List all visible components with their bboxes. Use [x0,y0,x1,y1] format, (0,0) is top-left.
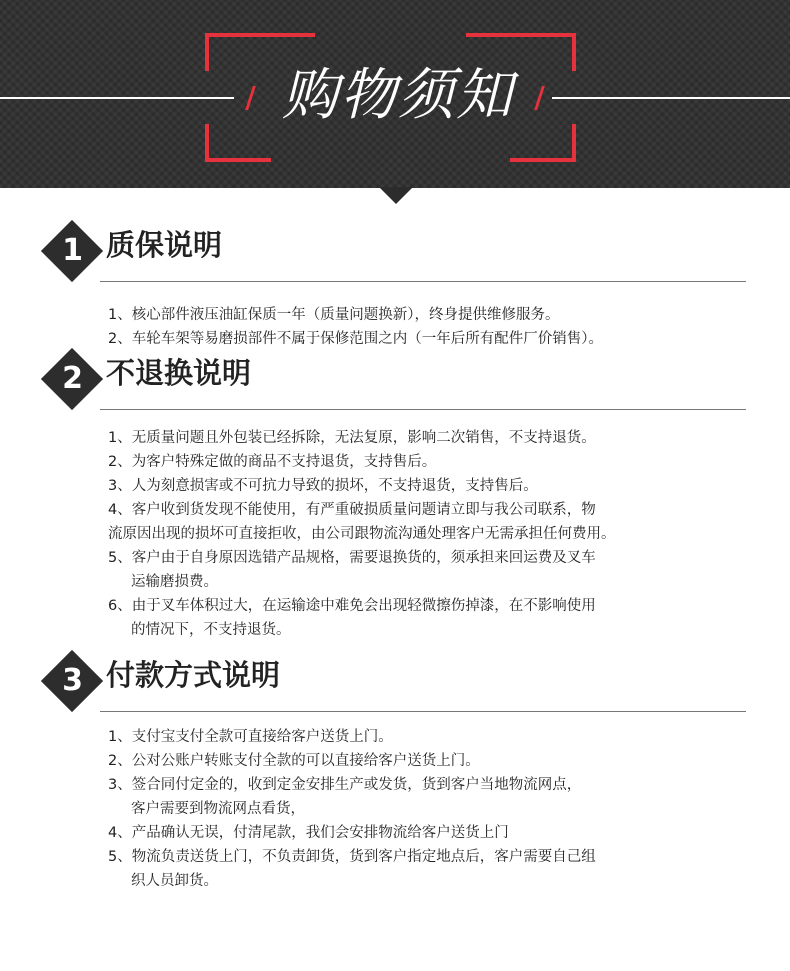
section-divider [100,281,746,282]
frame-top-right-h [466,33,576,37]
list-item: 4、产品确认无误，付清尾款，我们会安排物流给客户送货上门 [108,825,509,841]
frame-bottom-left-h [205,158,271,162]
left-slash [245,86,256,110]
section-title: 质保说明 [106,228,223,262]
banner-notch [379,187,413,204]
frame-bottom-left-v [205,124,209,162]
banner-right-line [552,97,790,99]
frame-top-right-v [572,33,576,71]
list-item: 2、公对公账户转账支付全款的可以直接给客户送货上门。 [108,753,480,769]
frame-top-left-v [205,33,209,71]
right-slash [534,86,545,110]
list-item: 4、客户收到货发现不能使用，有严重破损质量问题请立即与我公司联系，物 流原因出现的损坏可直接拒收，由公司跟物流沟通处理客户无需承担任何费用。 [108,502,616,542]
section-2-list [108,426,616,642]
frame-top-left-h [205,33,315,37]
section-1-list [108,303,603,351]
list-item: 5、物流负责送货上门，不负责卸货，货到客户指定地点后，客户需要自己组 织人员卸货。 [108,849,596,889]
list-item: 2、车轮车架等易磨损部件不属于保修范围之内（一年后所有配件厂价销售）。 [108,331,603,347]
section-3-list [108,725,596,893]
list-item: 1、无质量问题且外包装已经拆除，无法复原，影响二次销售，不支持退货。 [108,430,596,446]
list-item: 5、客户由于自身原因选错产品规格，需要退换货的，须承担来回运费及叉车 运输磨损费。 [108,550,596,590]
banner-left-line [0,97,234,99]
banner-title: 购物须知 [282,63,514,128]
section-number: 3 [62,663,83,698]
header-banner [0,0,790,188]
frame-bottom-right-h [510,158,576,162]
list-item: 3、人为刻意损害或不可抗力导致的损坏，不支持退货，支持售后。 [108,478,538,494]
section-2-header [44,348,746,410]
section-title: 不退换说明 [106,356,252,390]
list-item: 6、由于叉车体积过大，在运输途中难免会出现轻微擦伤掉漆，在不影响使用 的情况下，不支持退货。 [108,598,596,638]
list-item: 3、签合同付定金的，收到定金安排生产或发货，货到客户当地物流网点， 客户需要到物流网点看货， [108,777,582,817]
section-number: 2 [62,361,83,396]
frame-bottom-right-v [572,124,576,162]
section-number: 1 [62,233,83,268]
list-item: 1、核心部件液压油缸保质一年（质量问题换新），终身提供维修服务。 [108,307,560,323]
section-1-header [44,220,746,282]
section-divider [100,409,746,410]
section-3-header [44,650,746,712]
section-divider [100,711,746,712]
list-item: 1、支付宝支付全款可直接给客户送货上门。 [108,729,393,745]
list-item: 2、为客户特殊定做的商品不支持退货，支持售后。 [108,454,437,470]
section-title: 付款方式说明 [106,658,281,692]
